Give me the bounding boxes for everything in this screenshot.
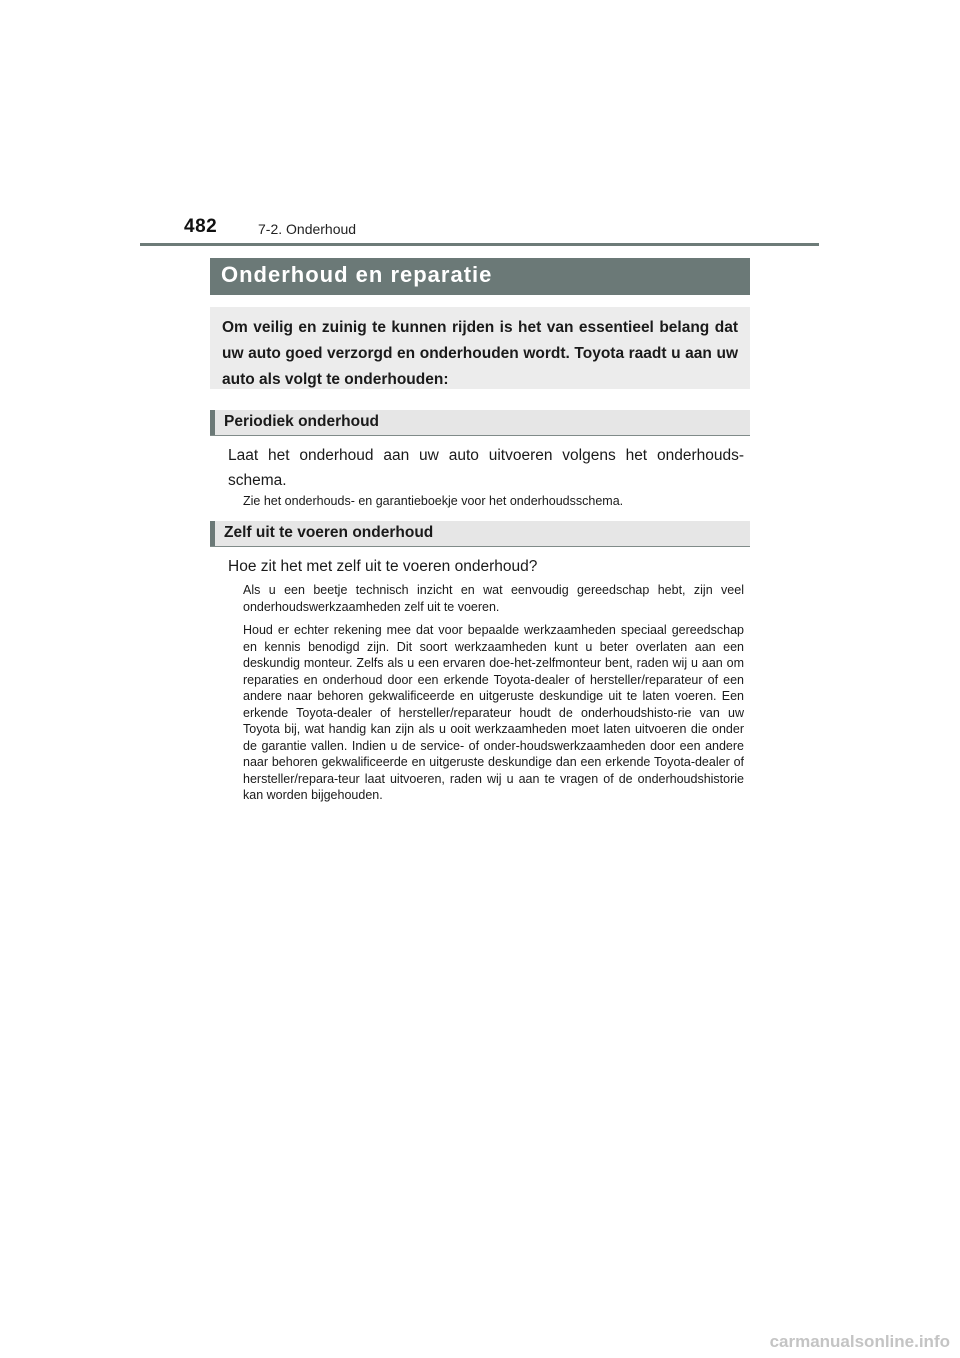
intro-paragraph: Om veilig en zuinig te kunnen rijden is het van essentieel belang dat uw auto goed verzorgd en onderhouden wordt. Toyota raadt u aan uw auto als volgt te onderhouden: — [210, 307, 750, 389]
section-body-periodic: Laat het onderhoud aan uw auto uitvoeren volgens het onderhouds-schema. — [228, 447, 744, 489]
heading-marker — [210, 521, 215, 546]
section-note-diy-2: Houd er echter rekening mee dat voor bepaalde werkzaamheden speciaal gereedschap en kennis benodigd zijn. Dit soort werkzaamheden kunt u beter overlaten aan een deskundig monteur. Zelfs als u een ervaren doe-het-zelfmonteur bent, raden wij u aan om reparaties en onderhoud door een erkende Toyota-dealer of hersteller/reparateur of een andere naar behoren gekwalificeerde en uitgeruste deskundige uit te laten voeren. Een erkende Toyota-dealer of hersteller/reparateur houdt de onderhoudshisto-rie van uw Toyota bij, wat handig kan zijn als u ooit werkzaamheden moet laten uitvoeren die onder de garantie vallen. Indien u de service- of onder-houdswerkzaamheden door een andere naar behoren gekwalificeerde en uitgeruste deskundige dan een erkende Toyota-dealer of hersteller/repara-teur laat uitvoeren, raden wij u aan te vragen of de onderhoudshistorie kan worden bijgehouden. — [243, 623, 744, 802]
section-body-diy: Hoe zit het met zelf uit te voeren onderhoud? — [228, 558, 538, 575]
section-heading-label: Periodiek onderhoud — [224, 413, 380, 430]
heading-marker — [210, 410, 215, 435]
page-title-bar — [210, 258, 750, 295]
watermark: carmanualsonline.info — [769, 1332, 950, 1351]
page-title: Onderhoud en reparatie — [221, 262, 493, 287]
section-note-periodic: Zie het onderhouds- en garantieboekje voor het onderhoudsschema. — [243, 494, 624, 508]
section-heading-label: Zelf uit te voeren onderhoud — [224, 524, 434, 541]
section-heading-diy — [210, 521, 750, 547]
section-note-diy-1: Als u een beetje technisch inzicht en wat eenvoudig gereedschap hebt, zijn veel onderhoudswerkzaamheden zelf uit te voeren. — [243, 583, 744, 614]
section-reference: 7-2. Onderhoud — [258, 221, 357, 237]
section-heading-periodic — [210, 410, 750, 436]
page-number: 482 — [184, 216, 218, 237]
header-divider — [140, 243, 819, 246]
